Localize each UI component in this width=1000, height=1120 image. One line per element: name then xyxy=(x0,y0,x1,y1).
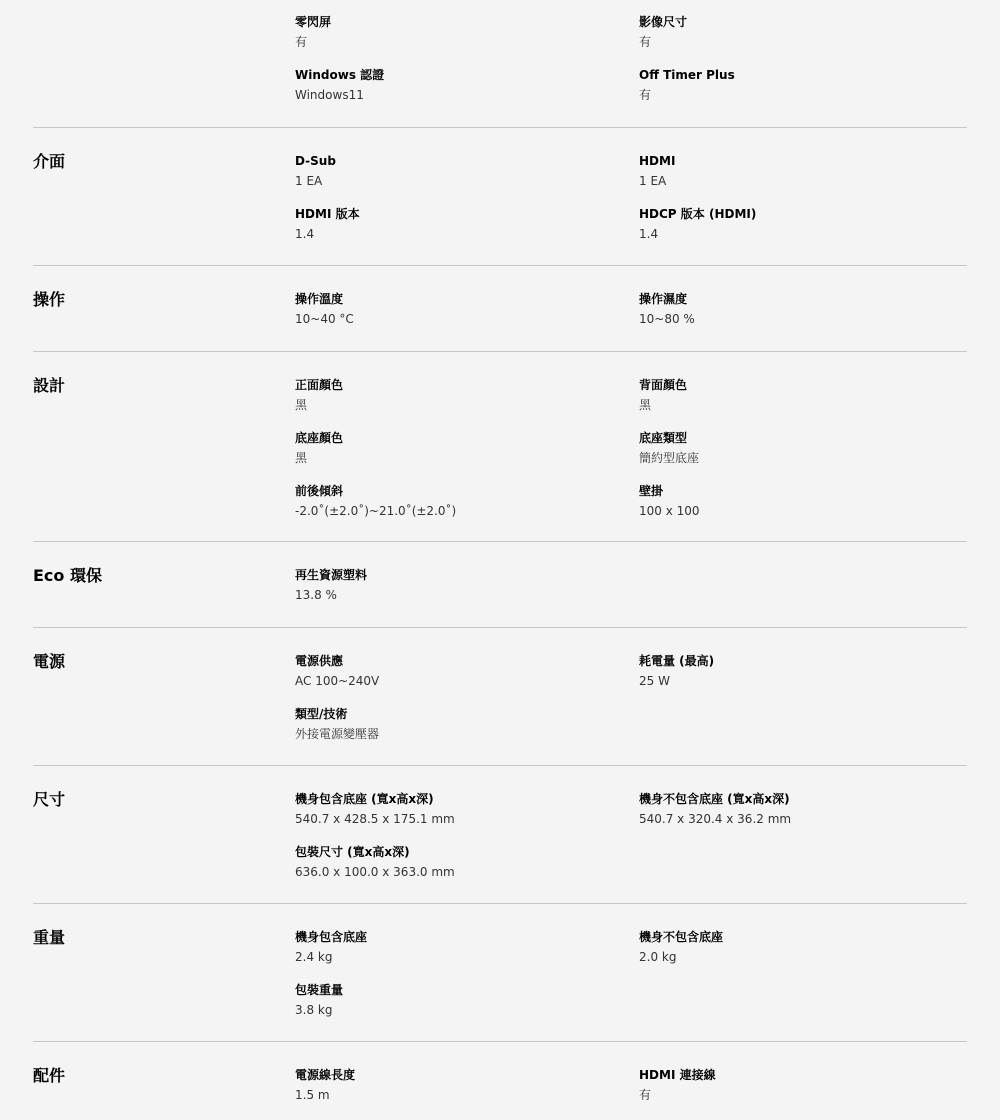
spec-label: HDMI 連接線 xyxy=(639,1068,716,1082)
spec-item xyxy=(295,567,625,603)
section-title: 操作 xyxy=(33,290,66,309)
section-title: 介面 xyxy=(33,152,66,171)
spec-label: 機身不包含底座 (寬x高x深) xyxy=(639,792,790,806)
spec-label: 前後傾斜 xyxy=(295,484,344,498)
spec-value: 外接電源變壓器 xyxy=(295,727,380,741)
spec-value: 100 x 100 xyxy=(639,504,700,518)
spec-value: 1.4 xyxy=(639,227,659,241)
spec-item xyxy=(639,206,969,242)
spec-item xyxy=(639,1067,969,1103)
spec-label: Windows 認證 xyxy=(295,68,385,82)
spec-item xyxy=(295,982,625,1018)
spec-item xyxy=(295,1067,625,1103)
section-title: 尺寸 xyxy=(33,790,66,809)
spec-item xyxy=(295,14,625,50)
spec-value: -2.0˚(±2.0˚)~21.0˚(±2.0˚) xyxy=(295,504,457,518)
spec-label: 背面顏色 xyxy=(639,378,688,392)
spec-section xyxy=(33,0,967,128)
spec-value: 2.4 kg xyxy=(295,950,333,964)
spec-value: 3.8 kg xyxy=(295,1003,333,1017)
spec-value: 540.7 x 428.5 x 175.1 mm xyxy=(295,812,455,826)
spec-value: 2.0 kg xyxy=(639,950,677,964)
spec-value: 1.5 m xyxy=(295,1088,330,1102)
spec-item xyxy=(639,14,969,50)
spec-label: HDCP 版本 (HDMI) xyxy=(639,207,757,221)
spec-section xyxy=(33,628,967,766)
spec-label: 再生資源塑料 xyxy=(295,568,368,582)
spec-value: 1 EA xyxy=(295,174,323,188)
section-title: 重量 xyxy=(33,928,66,947)
spec-item xyxy=(295,653,625,689)
spec-value: 有 xyxy=(295,35,308,49)
spec-item xyxy=(639,430,969,466)
spec-label: 零閃屏 xyxy=(295,15,332,29)
spec-value: 10~40 °C xyxy=(295,312,354,326)
spec-label: Off Timer Plus xyxy=(639,68,735,82)
section-title: 電源 xyxy=(33,652,66,671)
spec-label: 操作濕度 xyxy=(639,292,688,306)
spec-item xyxy=(295,377,625,413)
spec-item xyxy=(295,153,625,189)
spec-value: 13.8 % xyxy=(295,588,337,602)
spec-value: 黑 xyxy=(295,451,308,465)
spec-item xyxy=(639,929,969,965)
spec-section xyxy=(33,352,967,542)
spec-label: 機身包含底座 xyxy=(295,930,368,944)
spec-value: Windows11 xyxy=(295,88,364,102)
spec-section xyxy=(33,266,967,352)
spec-label: 機身包含底座 (寬x高x深) xyxy=(295,792,434,806)
spec-section xyxy=(33,904,967,1042)
spec-label: 影像尺寸 xyxy=(639,15,688,29)
spec-item xyxy=(639,153,969,189)
spec-item xyxy=(639,291,969,327)
spec-label: 電源供應 xyxy=(295,654,344,668)
spec-label: HDMI xyxy=(639,154,676,168)
spec-item xyxy=(639,653,969,689)
spec-item xyxy=(295,291,625,327)
spec-label: 機身不包含底座 xyxy=(639,930,724,944)
spec-value: 10~80 % xyxy=(639,312,695,326)
spec-label: 耗電量 (最高) xyxy=(639,654,715,668)
spec-item xyxy=(295,929,625,965)
spec-value: 有 xyxy=(639,35,652,49)
spec-label: 正面顏色 xyxy=(295,378,344,392)
spec-label: 類型/技術 xyxy=(295,707,348,721)
spec-label: 底座顏色 xyxy=(295,431,344,445)
spec-item xyxy=(639,791,969,827)
spec-value: 1.4 xyxy=(295,227,315,241)
spec-label: 包裝尺寸 (寬x高x深) xyxy=(295,845,410,859)
spec-item xyxy=(295,791,625,827)
spec-item xyxy=(639,377,969,413)
spec-section xyxy=(33,128,967,266)
spec-value: 540.7 x 320.4 x 36.2 mm xyxy=(639,812,792,826)
spec-value: 簡約型底座 xyxy=(639,451,700,465)
spec-section xyxy=(33,1042,967,1120)
spec-value: AC 100~240V xyxy=(295,674,380,688)
section-title: Eco 環保 xyxy=(33,566,102,585)
spec-value: 有 xyxy=(639,88,652,102)
spec-label: 壁掛 xyxy=(639,484,664,498)
spec-item xyxy=(639,67,969,103)
spec-value: 黑 xyxy=(295,398,308,412)
spec-label: 電源線長度 xyxy=(295,1068,356,1082)
spec-section xyxy=(33,542,967,628)
section-title: 設計 xyxy=(33,376,66,395)
spec-item xyxy=(295,844,625,880)
spec-value: 黑 xyxy=(639,398,652,412)
spec-item xyxy=(295,706,625,742)
spec-label: 操作溫度 xyxy=(295,292,344,306)
section-title: 配件 xyxy=(33,1066,66,1085)
spec-item xyxy=(295,67,625,103)
spec-label: D-Sub xyxy=(295,154,336,168)
spec-item xyxy=(295,483,625,519)
spec-value: 1 EA xyxy=(639,174,667,188)
spec-value: 636.0 x 100.0 x 363.0 mm xyxy=(295,865,455,879)
spec-item xyxy=(295,206,625,242)
spec-label: 包裝重量 xyxy=(295,983,344,997)
spec-item xyxy=(639,483,969,519)
spec-value: 25 W xyxy=(639,674,670,688)
spec-item xyxy=(295,430,625,466)
spec-value: 有 xyxy=(639,1088,652,1102)
spec-section xyxy=(33,766,967,904)
spec-label: HDMI 版本 xyxy=(295,207,360,221)
spec-label: 底座類型 xyxy=(639,431,688,445)
